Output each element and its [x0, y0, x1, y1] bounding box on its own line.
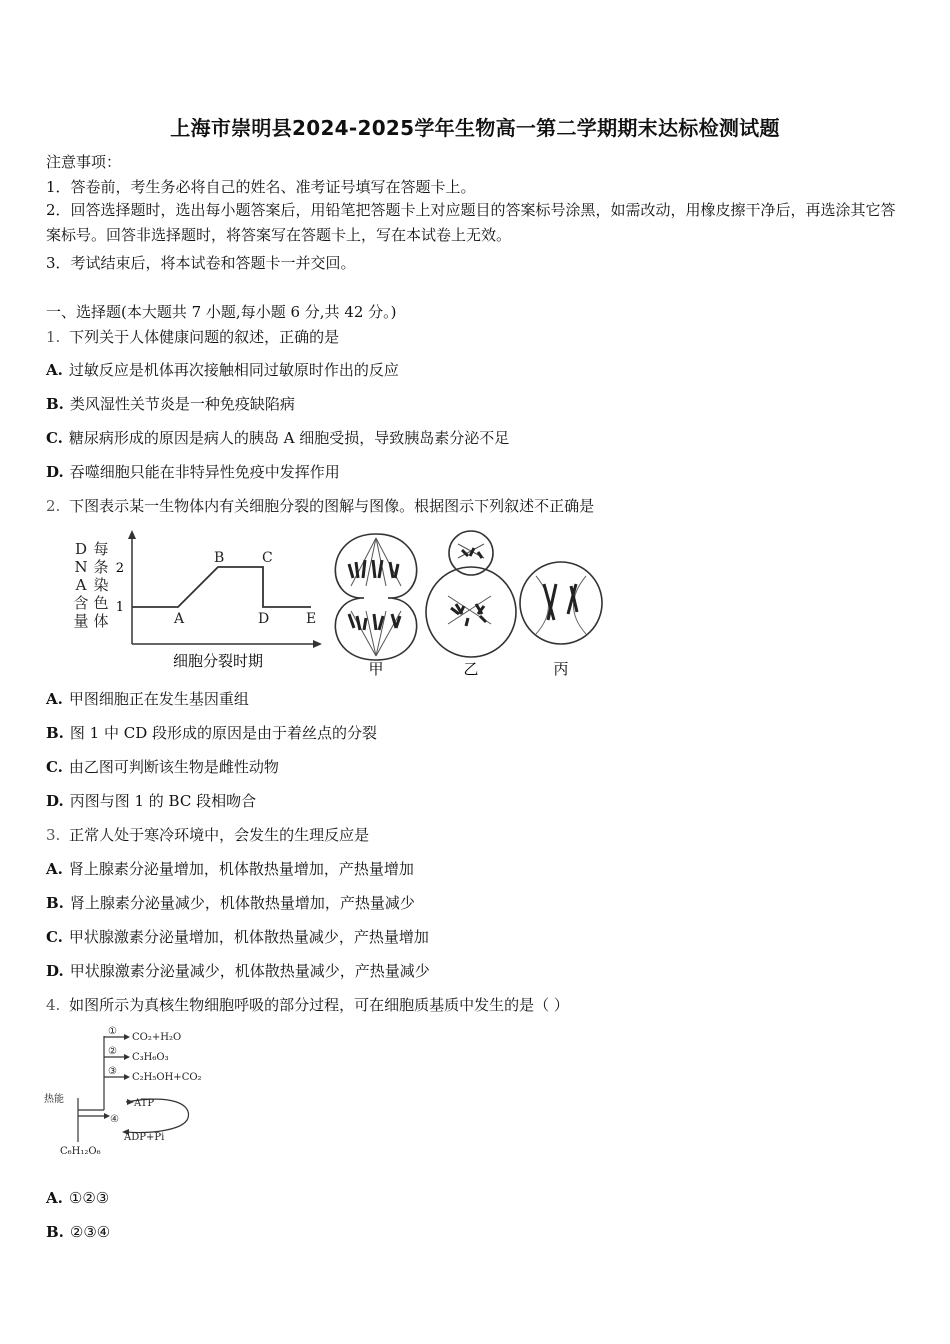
point-label-c: C: [262, 550, 273, 566]
q1-option-c: C. 糖尿病形成的原因是病人的胰岛 A 细胞受损，导致胰岛素分泌不足: [46, 429, 510, 447]
marker-4: ④: [110, 1114, 119, 1125]
marker-2: ②: [108, 1046, 117, 1057]
y-title-char: 条: [93, 558, 109, 576]
point-label-d: D: [258, 611, 270, 627]
marker-3: ③: [108, 1066, 117, 1077]
q1-option-d: D. 吞噬细胞只能在非特异性免疫中发挥作用: [46, 463, 340, 481]
q4-option-b: B. ②③④: [46, 1223, 111, 1241]
cell-label-yi: 乙: [463, 660, 479, 678]
x-axis-arrow: [313, 640, 322, 648]
y-tick-1: 1: [115, 600, 124, 615]
y-tick-2: 2: [115, 561, 124, 576]
product-2: C₃H₆O₃: [132, 1052, 169, 1063]
notice-item-1: 1．答卷前，考生务必将自己的姓名、准考证号填写在答题卡上。: [46, 178, 476, 196]
q4-option-a: A. ①②③: [46, 1189, 110, 1207]
notice-item-2: 2．回答选择题时，选出每小题答案后，用铅笔把答题卡上对应题目的答案标号涂黑，如需改动，用橡皮擦干净后，再选涂其它答案标号。回答非选择题时，将答案写在答题卡上，写在本试卷上无效。: [46, 201, 896, 244]
y-title-char: 每: [93, 540, 109, 558]
question-3: [46, 825, 369, 845]
section-heading: 一、选择题(本大题共 7 小题,每小题 6 分,共 42 分。): [46, 303, 397, 321]
atp-label: ATP: [134, 1098, 155, 1109]
cell-yi: [426, 531, 516, 657]
y-title-char: 量: [73, 612, 89, 630]
cell-label-bing: 丙: [553, 660, 569, 678]
page-title: 上海市崇明县2024-2025学年生物高一第二学期期末达标检测试题: [170, 116, 780, 140]
question-stem: 下列关于人体健康问题的叙述，正确的是: [69, 328, 340, 346]
point-label-e: E: [306, 611, 317, 627]
q3-option-a: A. 肾上腺素分泌量增加，机体散热量增加，产热量增加: [46, 860, 414, 878]
y-title-char: D: [74, 540, 88, 558]
y-title-char: N: [74, 558, 88, 576]
notice-item-3: 3．考试结束后，将本试卷和答题卡一并交回。: [46, 254, 356, 272]
question-number: 1.: [46, 328, 61, 346]
dna-content-curve: [132, 567, 311, 607]
question-1: [46, 327, 339, 347]
point-label-b: B: [214, 550, 225, 566]
q2-option-c: C. 由乙图可判断该生物是雌性动物: [46, 758, 279, 776]
question-number: 4.: [46, 996, 61, 1014]
q3-option-c: C. 甲状腺激素分泌量增加，机体散热量减少，产热量增加: [46, 928, 429, 946]
q2-option-b: B. 图 1 中 CD 段形成的原因是由于着丝点的分裂: [46, 724, 378, 742]
cell-jia: [335, 534, 416, 660]
notice-heading: 注意事项：: [46, 153, 122, 171]
product-1: CO₂+H₂O: [132, 1032, 182, 1043]
cell-bing: [520, 562, 602, 644]
question-2: [46, 496, 594, 516]
y-title-char: 体: [93, 612, 109, 630]
x-axis-title: 细胞分裂时期: [172, 652, 264, 670]
question-stem: 正常人处于寒冷环境中，会发生的生理反应是: [69, 826, 370, 844]
q1-option-b: B. 类风湿性关节炎是一种免疫缺陷病: [46, 395, 295, 413]
q3-option-d: D. 甲状腺激素分泌量减少，机体散热量减少，产热量减少: [46, 962, 430, 980]
y-axis-arrow: [128, 530, 136, 539]
question-stem: 下图表示某一生物体内有关细胞分裂的图解与图像。根据图示下列叙述不正确是: [69, 497, 595, 515]
product-3: C₂H₅OH+CO₂: [132, 1072, 202, 1083]
q2-option-d: D. 丙图与图 1 的 BC 段相吻合: [46, 792, 257, 810]
question-number: 3.: [46, 826, 61, 844]
question-number: 2.: [46, 497, 61, 515]
point-label-a: A: [174, 611, 185, 627]
question-stem: 如图所示为真核生物细胞呼吸的部分过程，可在细胞质基质中发生的是（ ）: [69, 996, 569, 1014]
respiration-figure: [42, 1024, 222, 1160]
y-title-char: A: [75, 576, 87, 594]
cell-division-figure: [66, 526, 606, 680]
q1-option-a: A. 过敏反应是机体再次接触相同过敏原时作出的反应: [46, 361, 399, 379]
question-4: [46, 995, 569, 1015]
q2-option-a: A. 甲图细胞正在发生基因重组: [46, 690, 249, 708]
substrate-label: C₆H₁₂O₆: [60, 1146, 101, 1157]
y-title-char: 含: [73, 594, 89, 612]
y-title-char: 染: [93, 576, 109, 594]
cell-label-jia: 甲: [368, 660, 384, 678]
heat-label: 热能: [44, 1094, 64, 1105]
q3-option-b: B. 肾上腺素分泌量减少，机体散热量增加，产热量减少: [46, 894, 415, 912]
adp-label: ADP+Pi: [124, 1132, 165, 1143]
marker-1: ①: [108, 1026, 117, 1037]
y-title-char: 色: [93, 594, 109, 612]
